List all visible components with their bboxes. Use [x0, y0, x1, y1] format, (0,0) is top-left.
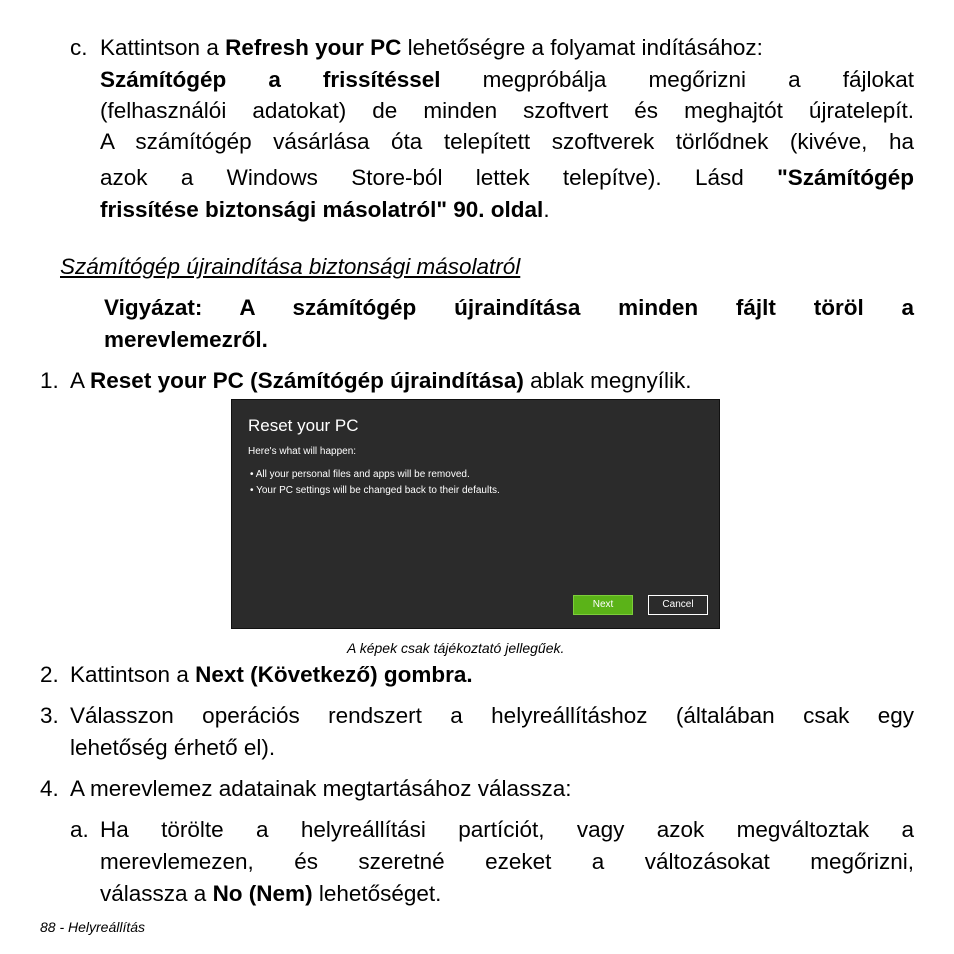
step-1-marker: 1. — [40, 368, 59, 393]
page-footer: 88 - Helyreállítás — [40, 919, 146, 935]
step-3-line-1: Válasszon operációs rendszert a helyreállításhoz (általában csak egy — [70, 703, 914, 728]
step-4-marker: 4. — [40, 776, 59, 801]
step-4a-line-2: merevlemezen, és szeretné ezeket a változásokat megőrizni, — [100, 849, 914, 874]
step-4a-line-3: válassza a No (Nem) lehetőséget. — [100, 881, 442, 906]
step-c-line-4: A számítógép vásárlása óta telepített szoftverek törlődnek (kivéve, ha — [100, 129, 914, 154]
step-3-marker: 3. — [40, 703, 59, 728]
section-subheading: Számítógép újraindítása biztonsági másolatról — [60, 254, 521, 279]
step-c-line-5: azok a Windows Store-ból lettek telepítve). Lásd "Számítógép — [100, 165, 914, 190]
step-2-marker: 2. — [40, 662, 59, 687]
next-button[interactable]: Next — [573, 595, 633, 615]
image-caption: A képek csak tájékoztató jellegűek. — [347, 640, 565, 656]
dialog-bullet-1: • All your personal files and apps will be removed. — [250, 469, 470, 480]
cancel-button[interactable]: Cancel — [648, 595, 708, 615]
step-4a-line-1: Ha törölte a helyreállítási partíciót, vagy azok megváltoztak a — [100, 817, 914, 842]
dialog-title: Reset your PC — [248, 416, 359, 435]
step-1-text: A Reset your PC (Számítógép újraindítása) ablak megnyílik. — [70, 368, 692, 393]
step-c-line-3: (felhasználói adatokat) de minden szoftvert és meghajtót újratelepít. — [100, 98, 914, 123]
reset-pc-dialog-screenshot — [231, 399, 720, 629]
step-c-line-2: Számítógép a frissítéssel megpróbálja megőrizni a fájlokat — [100, 67, 914, 92]
warning-line-1: Vigyázat: A számítógép újraindítása minden fájlt töröl a — [104, 295, 914, 320]
step-c-marker: c. — [70, 35, 88, 60]
step-c-line-1: Kattintson a Refresh your PC lehetőségre a folyamat indításához: — [100, 35, 763, 60]
step-2-text: Kattintson a Next (Következő) gombra. — [70, 662, 473, 687]
step-3-line-2: lehetőség érhető el). — [70, 735, 276, 760]
step-4a-marker: a. — [70, 817, 89, 842]
dialog-subtitle: Here's what will happen: — [248, 446, 357, 457]
warning-line-2: merevlemezről. — [104, 327, 268, 352]
dialog-bullet-2: • Your PC settings will be changed back to their defaults. — [250, 485, 500, 496]
step-c-line-6: frissítése biztonsági másolatról" 90. oldal. — [100, 197, 550, 222]
step-4-text: A merevlemez adatainak megtartásához válassza: — [70, 776, 572, 801]
